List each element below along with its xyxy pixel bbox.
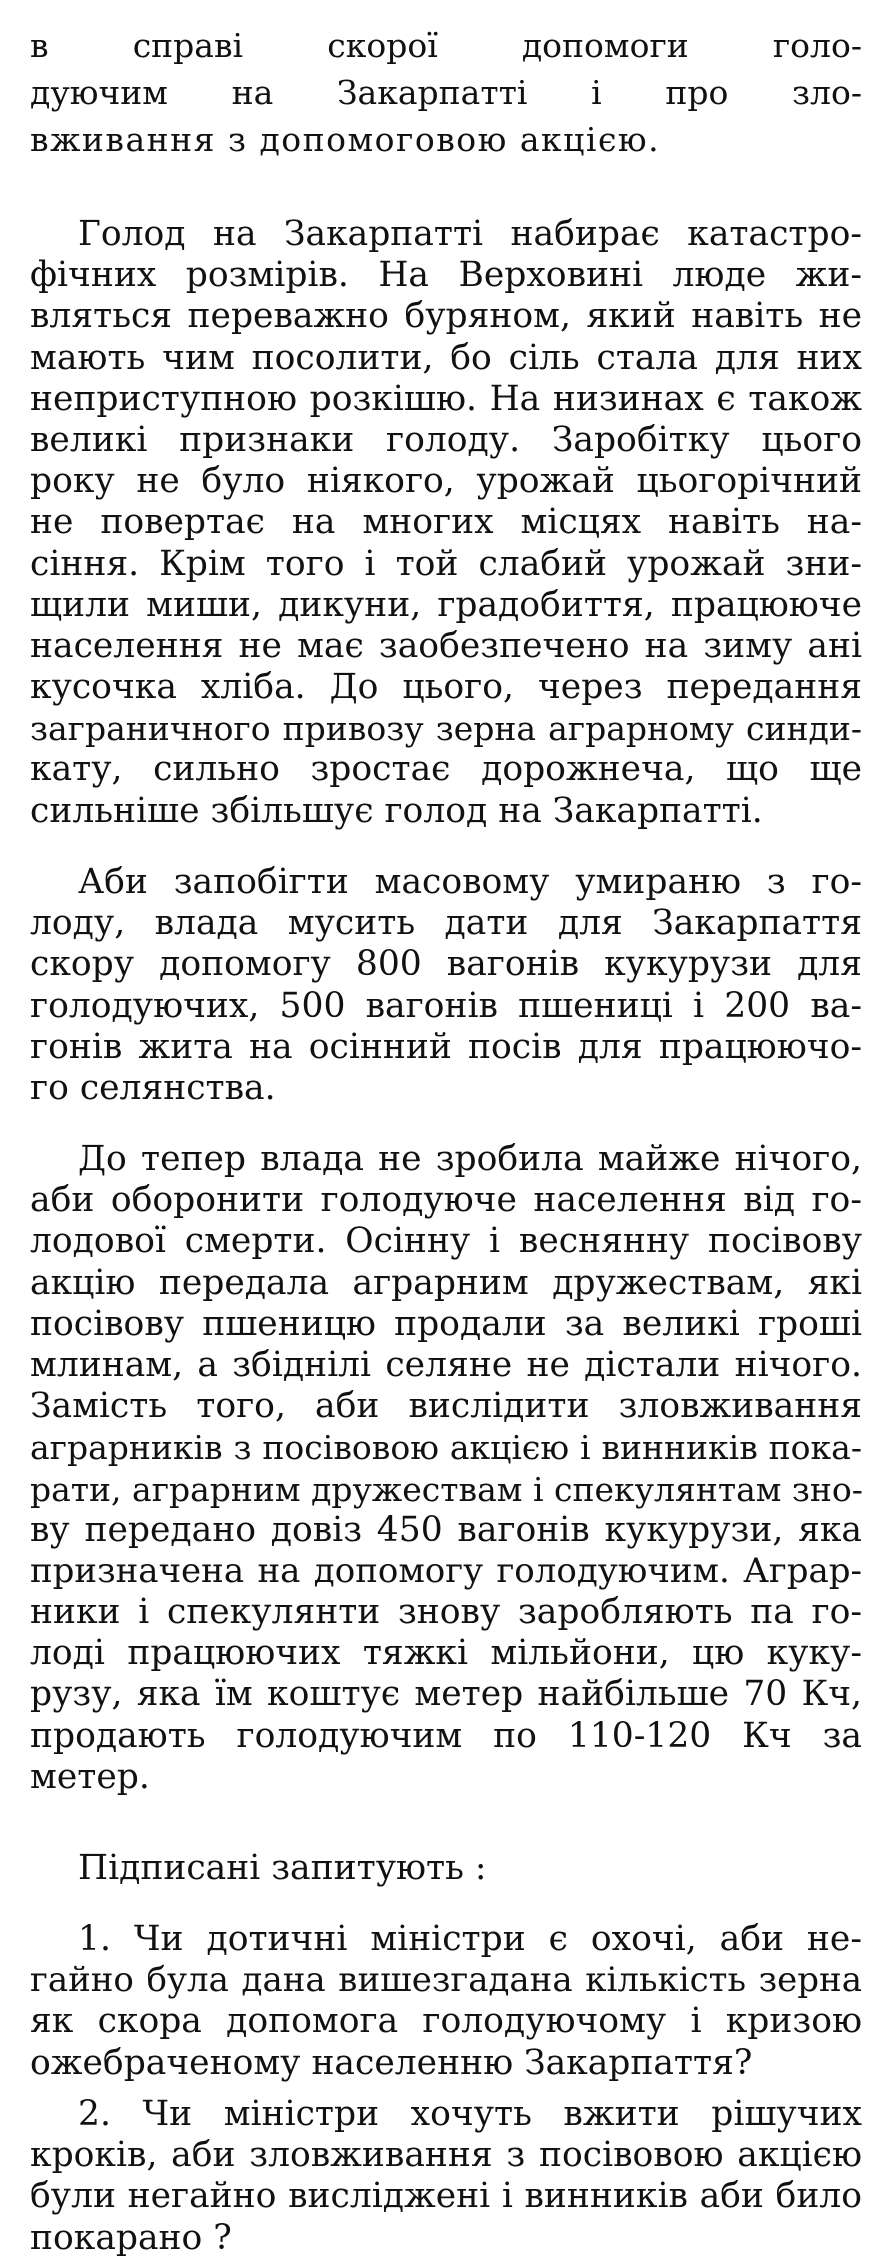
text-line: були негайно висліджені і винників аби било xyxy=(30,2176,862,2217)
title-line: дуючим на Закарпатті і про зло- xyxy=(30,73,862,112)
text-line: лоді працюючих тяжкі мільйони, цю куку- xyxy=(30,1633,862,1674)
text-line: ники і спекулянти знову заробляють па го- xyxy=(30,1592,862,1633)
paragraph-2 xyxy=(30,862,862,1109)
text-line: голодуючих, 500 вагонів пшениці і 200 ва- xyxy=(30,985,862,1026)
text-line: аграрників з посівовою акцією і винників пока- xyxy=(30,1428,862,1468)
question-1 xyxy=(30,1919,862,2084)
text-line: Аби запобігти масовому умираню з го- xyxy=(78,862,862,902)
text-line: го селянства. xyxy=(30,1067,276,1108)
text-line: Підписані запитують : xyxy=(78,1848,487,1888)
text-line: кроків, аби зловживання з посівовою акцією xyxy=(30,2135,862,2176)
text-line: щили миши, дикуни, градобиття, працююче xyxy=(30,584,862,625)
text-line: фічних розмірів. На Верховині люде жи- xyxy=(30,255,862,296)
text-line: року не було ніякого, урожай цьогорічний xyxy=(30,461,862,502)
text-line: продають голодуючим по 110-120 Кч за xyxy=(30,1715,862,1756)
title-line: вживання з допомоговою акцією. xyxy=(30,120,661,159)
text-line: 1. Чи дотичні міністри є охочі, аби не- xyxy=(78,1919,862,1959)
text-line: сіння. Крім того і той слабий урожай зни- xyxy=(30,543,862,584)
text-line: акцію передала аграрним дружествам, які xyxy=(30,1262,862,1303)
text-line: вляться переважно буряном, який навіть не xyxy=(30,296,862,337)
text-line: кусочка хліба. До цього, через передання xyxy=(30,667,862,708)
text-line: кату, сильно зростає дорожнеча, що ще xyxy=(30,749,862,790)
text-line: не повертає на многих місцях навіть на- xyxy=(30,502,862,543)
text-line: лоду, влада мусить дати для Закарпаття xyxy=(30,903,862,944)
text-line: гайно була дана вишезгадана кількість зерна xyxy=(30,1960,862,2001)
text-line: рузу, яка їм коштує метер найбільше 70 Кч, xyxy=(30,1674,862,1715)
text-line: млинам, а збіднілі селяне не дістали нічого. xyxy=(30,1344,862,1385)
text-line: ву передано довіз 450 вагонів кукурузи, яка xyxy=(30,1509,862,1550)
text-line: населення не має заобезпечено на зиму ані xyxy=(30,625,862,666)
title-line: в справі скорої допомоги голо- xyxy=(30,26,862,65)
text-line: лодової смерти. Осінну і веснянну посівову xyxy=(30,1221,862,1262)
text-line: 2. Чи міністри хочуть вжити рішучих xyxy=(78,2094,862,2134)
text-line: мають чим посолити, бо сіль стала для них xyxy=(30,337,862,378)
text-line: До тепер влада не зробила майже нічого, xyxy=(78,1139,862,1179)
text-line: заграничного привозу зерна аграрному синди- xyxy=(30,709,862,749)
paragraph-3 xyxy=(30,1139,862,1798)
text-line: сильніше збільшує голод на Закарпатті. xyxy=(30,790,763,831)
title xyxy=(30,22,862,163)
text-line: покарано ? xyxy=(30,2217,232,2258)
text-line: метер. xyxy=(30,1756,150,1797)
text-line: гонів жита на осінний посів для працюючо- xyxy=(30,1026,862,1067)
text-line: рати, аграрним дружествам і спекулянтам зно- xyxy=(30,1469,863,1509)
text-line: Голод на Закарпатті набирає катастро- xyxy=(78,214,862,254)
paragraph-1 xyxy=(30,214,862,832)
text-line: аби оборонити голодуюче населення від го- xyxy=(30,1180,862,1221)
question-2 xyxy=(30,2094,862,2259)
text-line: ожебраченому населенню Закарпаття? xyxy=(30,2042,753,2083)
signatories-intro xyxy=(30,1848,862,1889)
text-line: неприступною розкішю. На низинах є також xyxy=(30,378,862,419)
text-line: призначена на допомогу голодуючим. Аграр- xyxy=(30,1550,862,1591)
text-line: великі признаки голоду. Заробітку цього xyxy=(30,419,862,460)
text-line: посівову пшеницю продали за великі гроші xyxy=(30,1303,862,1344)
text-line: Замість того, аби вислідити зловживання xyxy=(30,1386,862,1427)
text-line: скору допомогу 800 вагонів кукурузи для xyxy=(30,944,862,985)
text-line: як скора допомога голодуючому і кризою xyxy=(30,2001,862,2042)
